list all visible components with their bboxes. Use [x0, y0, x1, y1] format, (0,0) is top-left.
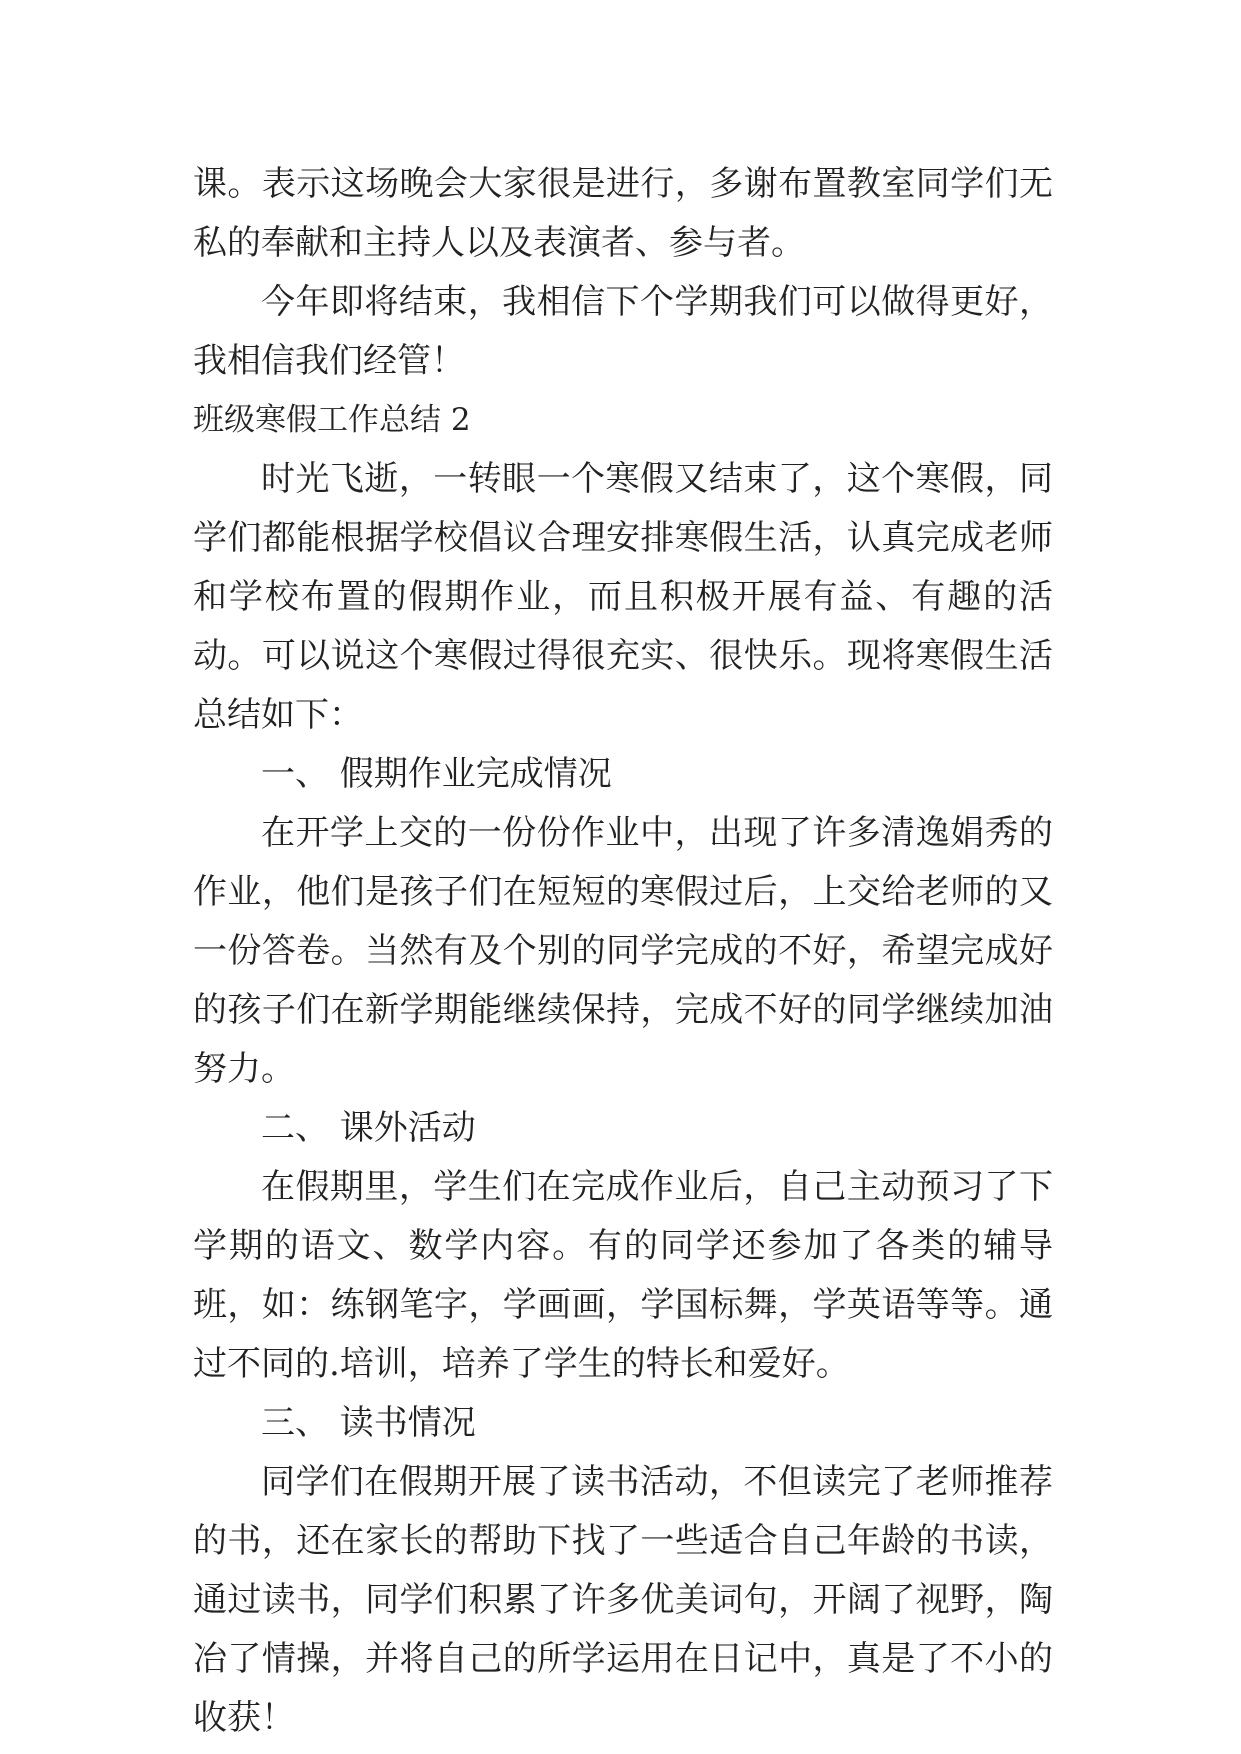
section-heading-homework: 一、 假期作业完成情况 [261, 754, 612, 794]
paragraph-reading: 同学们在假期开展了读书活动，不但读完了老师推荐的书，还在家长的帮助下找了一些适合自己年龄的书读，通过读书，同学们积累了许多优美词句，开阔了视野，陶冶了情操，并将自己的所学运用在日记中，真是了不小的收获！ [193, 1462, 1053, 1738]
document-title: 班级寒假工作总结 2 [193, 402, 471, 438]
document-body [193, 155, 1053, 1748]
section-heading-activities: 二、 课外活动 [261, 1108, 476, 1148]
paragraph-homework: 在开学上交的一份份作业中，出现了许多清逸娟秀的作业，他们是孩子们在短短的寒假过后，上交给老师的又一份答卷。当然有及个别的同学完成的不好，希望完成好的孩子们在新学期能继续保持，完成不好的同学继续加油努力。 [193, 813, 1053, 1089]
paragraph-activities: 在假期里，学生们在完成作业后，自己主动预习了下学期的语文、数学内容。有的同学还参加了各类的辅导班，如：练钢笔字，学画画，学国标舞，学英语等等。通过不同的.培训，培养了学生的特长和爱好。 [193, 1167, 1053, 1384]
paragraph-intro: 时光飞逝，一转眼一个寒假又结束了，这个寒假，同学们都能根据学校倡议合理安排寒假生活，认真完成老师和学校布置的假期作业，而且积极开展有益、有趣的活动。可以说这个寒假过得很充实、很快乐。现将寒假生活总结如下： [193, 459, 1053, 735]
paragraph-continued: 课。表示这场晚会大家很是进行，多谢布置教室同学们无私的奉献和主持人以及表演者、参与者。 [193, 164, 1053, 263]
section-heading-reading: 三、 读书情况 [261, 1403, 476, 1443]
paragraph-closing: 今年即将结束，我相信下个学期我们可以做得更好，我相信我们经管！ [193, 282, 1053, 381]
